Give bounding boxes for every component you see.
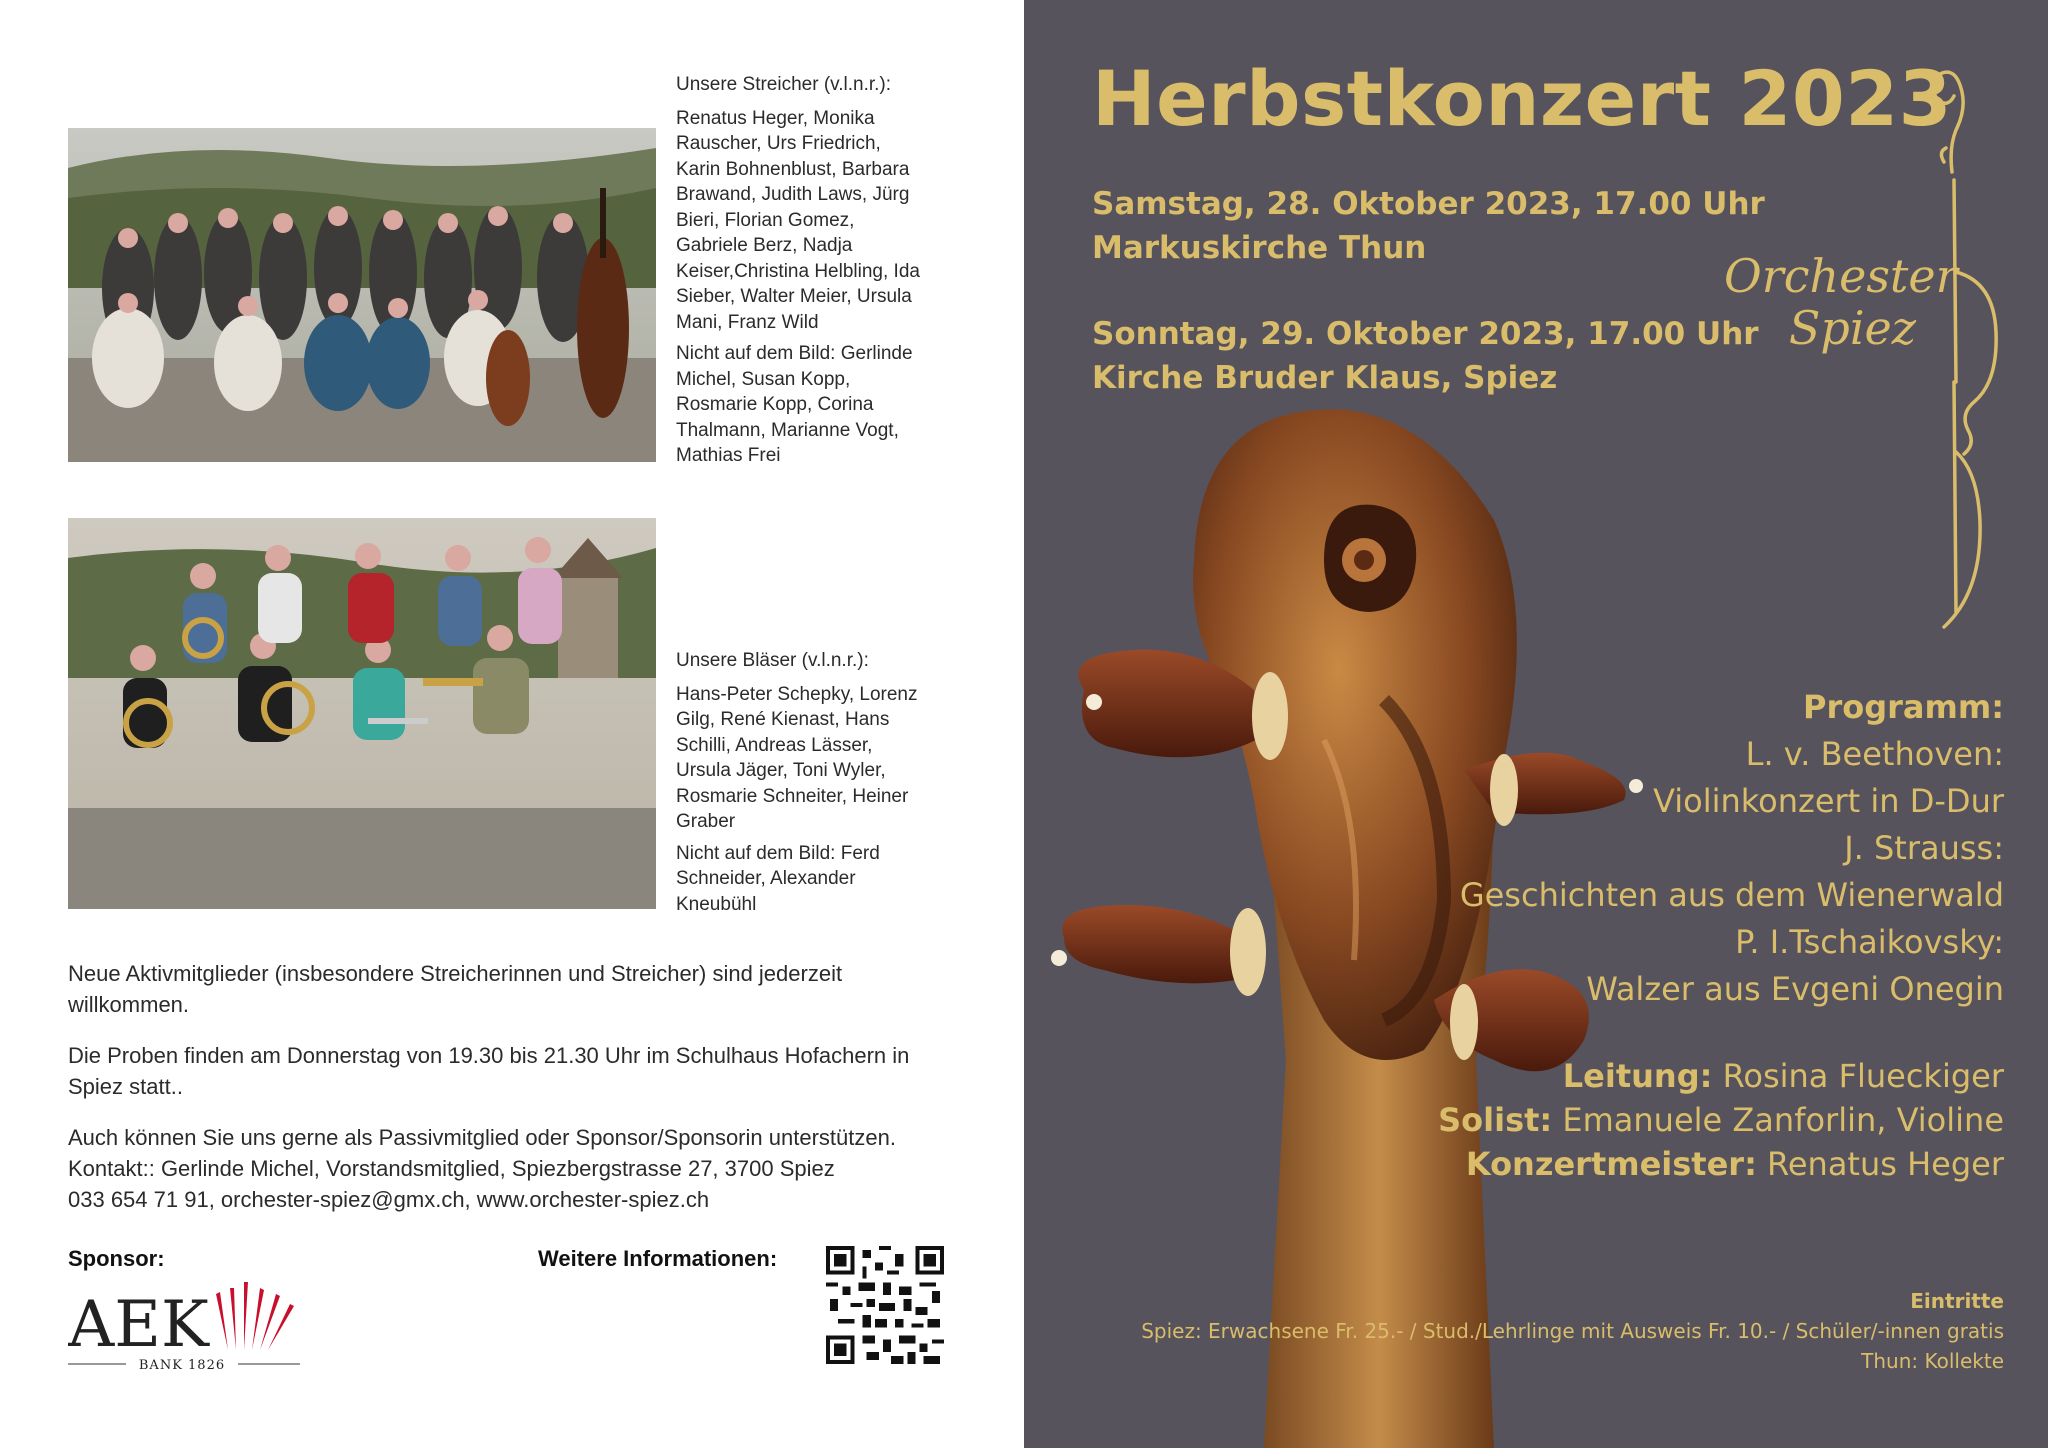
contact-text: Kontakt:: Gerlinde Michel, Vorstandsmitglied, Spiezbergstrasse 27, 3700 Spiez — [68, 1156, 835, 1181]
strings-caption-names: Renatus Heger, Monika Rauscher, Urs Friedrich, Karin Bohnenblust, Barbara Brawand, Judith Laws, Jürg Bieri, Florian Gomez, Gabriele Berz, Nadja Keiser,Christina Helbling, Ida Sieber, Walter Meier, Ursula Mani, Franz Wild — [676, 107, 920, 333]
qr-code-icon[interactable] — [826, 1246, 944, 1364]
winds-photo-image — [68, 518, 656, 909]
tickets-spiez: Spiez: Erwachsene Fr. 25.- / Stud./Lehrlinge mit Ausweis Fr. 10.- / Schüler/-innen gratis — [1141, 1319, 2004, 1343]
program-composer: P. I.Tschaikovsky: — [1735, 923, 2004, 961]
credit-solist — [1304, 1098, 2004, 1142]
winds-group-photo — [68, 518, 656, 909]
strings-caption — [676, 72, 926, 469]
credits-block — [1304, 1054, 2004, 1186]
rehearsal-text: Die Proben finden am Donnerstag von 19.30 bis 21.30 Uhr im Schulhaus Hofachern in Spiez statt.. — [68, 1043, 910, 1099]
tickets-thun: Thun: Kollekte — [1861, 1349, 2004, 1373]
solist-label: Solist: — [1438, 1101, 1553, 1139]
program-work: Geschichten aus dem Wienerwald — [1459, 876, 2004, 914]
winds-caption — [676, 648, 926, 917]
aek-bank-logo — [68, 1278, 308, 1374]
strings-caption-title: Unsere Streicher (v.l.n.r.): — [676, 74, 892, 95]
date-spiez-venue: Kirche Bruder Klaus, Spiez — [1092, 360, 1558, 396]
more-info-label: Weitere Informationen: — [538, 1246, 778, 1271]
concert-date-spiez — [1092, 312, 1759, 400]
program-composer: J. Strauss: — [1844, 829, 2004, 867]
konzertmeister-label: Konzertmeister: — [1465, 1145, 1757, 1183]
credit-konzertmeister — [1304, 1142, 2004, 1186]
strings-photo-image — [68, 128, 656, 462]
tickets-heading: Eintritte — [1910, 1289, 2004, 1313]
winds-caption-names: Hans-Peter Schepky, Lorenz Gilg, René Kienast, Hans Schilli, Andreas Lässer, Ursula Jäger, Toni Wyler, Rosmarie Schneiter, Heiner Graber — [676, 683, 918, 832]
date-thun-venue: Markuskirche Thun — [1092, 230, 1427, 266]
right-panel — [1024, 0, 2048, 1448]
tickets-block — [1104, 1286, 2004, 1376]
strings-caption-absent: Nicht auf dem Bild: Gerlinde Michel, Susan Kopp, Rosmarie Kopp, Corina Thalmann, Marianne Vogt, Mathias Frei — [676, 343, 913, 466]
credit-leitung — [1304, 1054, 2004, 1098]
program-heading: Programm: — [1803, 688, 2004, 726]
wheat-icon — [216, 1282, 294, 1350]
program-work: Walzer aus Evgeni Onegin — [1586, 970, 2004, 1008]
konzertmeister-value: Renatus Heger — [1767, 1145, 2004, 1183]
solist-value: Emanuele Zanforlin, Violine — [1562, 1101, 2004, 1139]
orchestra-logo-line2: Spiez — [1788, 301, 1916, 355]
concert-title: Herbstkonzert 2023 — [1092, 54, 1952, 143]
winds-caption-title: Unsere Bläser (v.l.n.r.): — [676, 650, 869, 671]
orchestra-logo-text — [1724, 249, 1958, 355]
date-thun-time: Samstag, 28. Oktober 2023, 17.00 Uhr — [1092, 186, 1765, 222]
sponsor-label: Sponsor: — [68, 1246, 165, 1271]
date-spiez-time: Sonntag, 29. Oktober 2023, 17.00 Uhr — [1092, 316, 1759, 352]
support-text: Auch können Sie uns gerne als Passivmitglied oder Sponsor/Sponsorin unterstützen. — [68, 1125, 896, 1150]
leitung-value: Rosina Flueckiger — [1722, 1057, 2004, 1095]
leitung-label: Leitung: — [1562, 1057, 1713, 1095]
aek-logo-sub: BANK 1826 — [138, 1358, 226, 1373]
strings-group-photo — [68, 128, 656, 462]
new-members-text: Neue Aktivmitglieder (insbesondere Streicherinnen und Streicher) sind jederzeit willkommen. — [68, 961, 843, 1017]
concert-date-thun — [1092, 182, 1765, 270]
program-composer: L. v. Beethoven: — [1745, 735, 2004, 773]
program-work: Violinkonzert in D-Dur — [1653, 782, 2004, 820]
aek-logo-text: AEK — [68, 1288, 209, 1362]
winds-caption-absent: Nicht auf dem Bild: Ferd Schneider, Alexander Kneubühl — [676, 842, 880, 915]
support-contact-text — [68, 1122, 948, 1215]
contact-details: 033 654 71 91, orchester-spiez@gmx.ch, www.orchester-spiez.ch — [68, 1187, 710, 1212]
orchestra-logo-line1: Orchester — [1724, 249, 1958, 303]
program-block — [1384, 684, 2004, 1013]
